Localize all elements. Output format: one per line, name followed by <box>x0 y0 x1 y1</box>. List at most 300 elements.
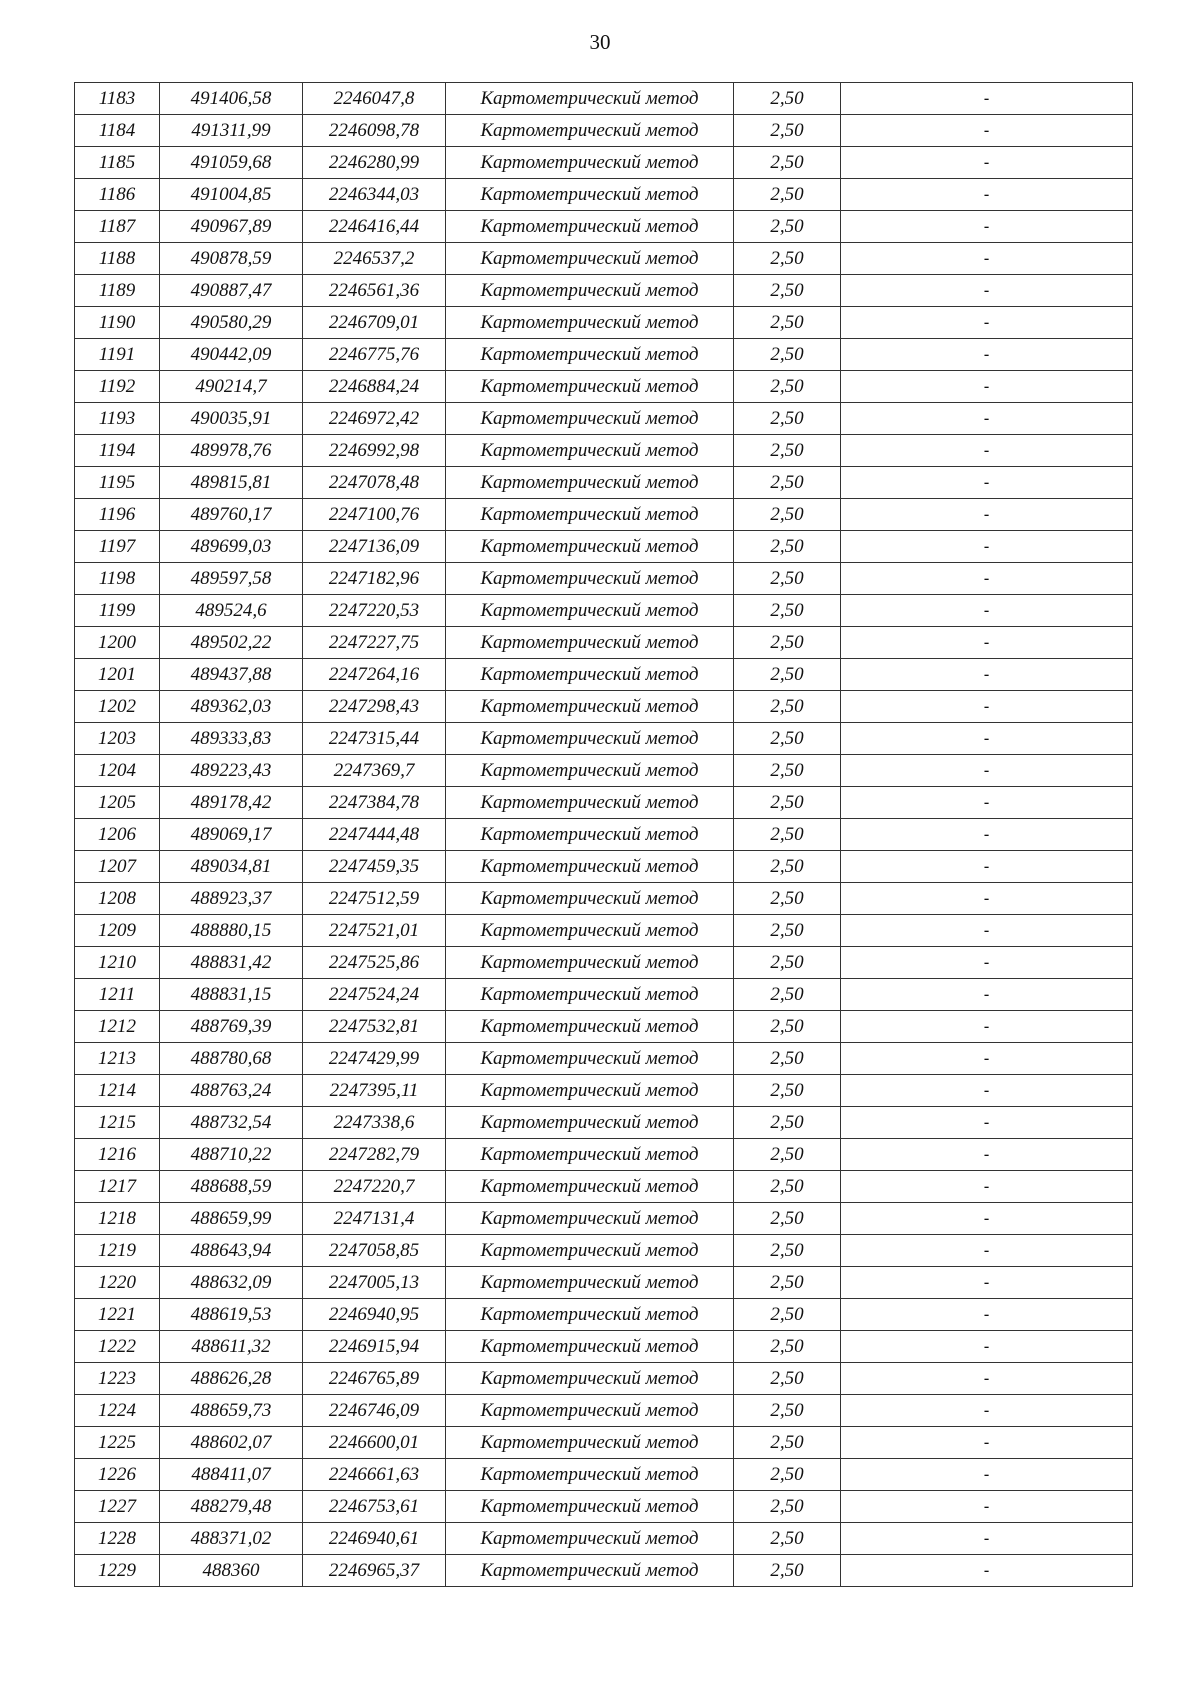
method-cell: Картометрический метод <box>446 147 734 179</box>
table-row <box>75 1011 1133 1043</box>
y-coordinate-cell: 2247100,76 <box>303 499 446 531</box>
point-number-cell: 1193 <box>75 403 160 435</box>
table-row <box>75 1491 1133 1523</box>
description-cell: - <box>841 1459 1133 1491</box>
description-cell: - <box>841 531 1133 563</box>
table-row <box>75 1203 1133 1235</box>
table-row <box>75 1363 1133 1395</box>
method-cell: Картометрический метод <box>446 947 734 979</box>
description-cell: - <box>841 115 1133 147</box>
method-cell: Картометрический метод <box>446 1011 734 1043</box>
x-coordinate-cell: 488643,94 <box>160 1235 303 1267</box>
y-coordinate-cell: 2246561,36 <box>303 275 446 307</box>
y-coordinate-cell: 2247521,01 <box>303 915 446 947</box>
method-cell: Картометрический метод <box>446 563 734 595</box>
x-coordinate-cell: 489178,42 <box>160 787 303 819</box>
method-cell: Картометрический метод <box>446 1491 734 1523</box>
table-row <box>75 1075 1133 1107</box>
y-coordinate-cell: 2246765,89 <box>303 1363 446 1395</box>
x-coordinate-cell: 488688,59 <box>160 1171 303 1203</box>
x-coordinate-cell: 491311,99 <box>160 115 303 147</box>
point-number-cell: 1187 <box>75 211 160 243</box>
method-cell: Картометрический метод <box>446 979 734 1011</box>
description-cell: - <box>841 691 1133 723</box>
point-number-cell: 1221 <box>75 1299 160 1331</box>
point-number-cell: 1198 <box>75 563 160 595</box>
point-number-cell: 1206 <box>75 819 160 851</box>
y-coordinate-cell: 2246098,78 <box>303 115 446 147</box>
point-number-cell: 1215 <box>75 1107 160 1139</box>
description-cell: - <box>841 883 1133 915</box>
method-cell: Картометрический метод <box>446 851 734 883</box>
method-cell: Картометрический метод <box>446 403 734 435</box>
y-coordinate-cell: 2247005,13 <box>303 1267 446 1299</box>
point-number-cell: 1183 <box>75 83 160 115</box>
description-cell: - <box>841 1491 1133 1523</box>
point-number-cell: 1185 <box>75 147 160 179</box>
accuracy-cell: 2,50 <box>734 1459 841 1491</box>
accuracy-cell: 2,50 <box>734 371 841 403</box>
description-cell: - <box>841 1299 1133 1331</box>
accuracy-cell: 2,50 <box>734 851 841 883</box>
method-cell: Картометрический метод <box>446 499 734 531</box>
method-cell: Картометрический метод <box>446 211 734 243</box>
description-cell: - <box>841 595 1133 627</box>
accuracy-cell: 2,50 <box>734 627 841 659</box>
method-cell: Картометрический метод <box>446 1107 734 1139</box>
y-coordinate-cell: 2247058,85 <box>303 1235 446 1267</box>
x-coordinate-cell: 488371,02 <box>160 1523 303 1555</box>
y-coordinate-cell: 2247384,78 <box>303 787 446 819</box>
point-number-cell: 1196 <box>75 499 160 531</box>
description-cell: - <box>841 851 1133 883</box>
accuracy-cell: 2,50 <box>734 1107 841 1139</box>
x-coordinate-cell: 489699,03 <box>160 531 303 563</box>
point-number-cell: 1210 <box>75 947 160 979</box>
point-number-cell: 1189 <box>75 275 160 307</box>
description-cell: - <box>841 915 1133 947</box>
accuracy-cell: 2,50 <box>734 307 841 339</box>
description-cell: - <box>841 723 1133 755</box>
table-row <box>75 275 1133 307</box>
description-cell: - <box>841 243 1133 275</box>
method-cell: Картометрический метод <box>446 915 734 947</box>
point-number-cell: 1201 <box>75 659 160 691</box>
x-coordinate-cell: 488769,39 <box>160 1011 303 1043</box>
y-coordinate-cell: 2246746,09 <box>303 1395 446 1427</box>
x-coordinate-cell: 490878,59 <box>160 243 303 275</box>
point-number-cell: 1224 <box>75 1395 160 1427</box>
point-number-cell: 1191 <box>75 339 160 371</box>
table-row <box>75 883 1133 915</box>
x-coordinate-cell: 488732,54 <box>160 1107 303 1139</box>
accuracy-cell: 2,50 <box>734 1491 841 1523</box>
point-number-cell: 1216 <box>75 1139 160 1171</box>
point-number-cell: 1212 <box>75 1011 160 1043</box>
x-coordinate-cell: 489978,76 <box>160 435 303 467</box>
accuracy-cell: 2,50 <box>734 787 841 819</box>
x-coordinate-cell: 489069,17 <box>160 819 303 851</box>
description-cell: - <box>841 307 1133 339</box>
x-coordinate-cell: 490967,89 <box>160 211 303 243</box>
x-coordinate-cell: 490580,29 <box>160 307 303 339</box>
accuracy-cell: 2,50 <box>734 115 841 147</box>
x-coordinate-cell: 488611,32 <box>160 1331 303 1363</box>
x-coordinate-cell: 488880,15 <box>160 915 303 947</box>
accuracy-cell: 2,50 <box>734 1011 841 1043</box>
accuracy-cell: 2,50 <box>734 179 841 211</box>
x-coordinate-cell: 488632,09 <box>160 1267 303 1299</box>
y-coordinate-cell: 2246709,01 <box>303 307 446 339</box>
description-cell: - <box>841 1331 1133 1363</box>
y-coordinate-cell: 2246992,98 <box>303 435 446 467</box>
accuracy-cell: 2,50 <box>734 595 841 627</box>
method-cell: Картометрический метод <box>446 1171 734 1203</box>
accuracy-cell: 2,50 <box>734 499 841 531</box>
description-cell: - <box>841 403 1133 435</box>
x-coordinate-cell: 488923,37 <box>160 883 303 915</box>
accuracy-cell: 2,50 <box>734 1043 841 1075</box>
x-coordinate-cell: 489333,83 <box>160 723 303 755</box>
y-coordinate-cell: 2247525,86 <box>303 947 446 979</box>
x-coordinate-cell: 488659,73 <box>160 1395 303 1427</box>
point-number-cell: 1213 <box>75 1043 160 1075</box>
table-row <box>75 1523 1133 1555</box>
x-coordinate-cell: 488659,99 <box>160 1203 303 1235</box>
table-row <box>75 659 1133 691</box>
point-number-cell: 1202 <box>75 691 160 723</box>
table-row <box>75 1171 1133 1203</box>
point-number-cell: 1211 <box>75 979 160 1011</box>
method-cell: Картометрический метод <box>446 1139 734 1171</box>
accuracy-cell: 2,50 <box>734 1523 841 1555</box>
x-coordinate-cell: 490035,91 <box>160 403 303 435</box>
accuracy-cell: 2,50 <box>734 1555 841 1587</box>
accuracy-cell: 2,50 <box>734 147 841 179</box>
method-cell: Картометрический метод <box>446 1331 734 1363</box>
description-cell: - <box>841 755 1133 787</box>
y-coordinate-cell: 2247131,4 <box>303 1203 446 1235</box>
description-cell: - <box>841 435 1133 467</box>
y-coordinate-cell: 2247459,35 <box>303 851 446 883</box>
accuracy-cell: 2,50 <box>734 1203 841 1235</box>
y-coordinate-cell: 2247078,48 <box>303 467 446 499</box>
accuracy-cell: 2,50 <box>734 947 841 979</box>
table-row <box>75 627 1133 659</box>
x-coordinate-cell: 488619,53 <box>160 1299 303 1331</box>
description-cell: - <box>841 1267 1133 1299</box>
x-coordinate-cell: 489223,43 <box>160 755 303 787</box>
method-cell: Картометрический метод <box>446 179 734 211</box>
method-cell: Картометрический метод <box>446 83 734 115</box>
y-coordinate-cell: 2246965,37 <box>303 1555 446 1587</box>
y-coordinate-cell: 2246940,61 <box>303 1523 446 1555</box>
method-cell: Картометрический метод <box>446 1523 734 1555</box>
method-cell: Картометрический метод <box>446 723 734 755</box>
accuracy-cell: 2,50 <box>734 435 841 467</box>
y-coordinate-cell: 2246280,99 <box>303 147 446 179</box>
y-coordinate-cell: 2247315,44 <box>303 723 446 755</box>
description-cell: - <box>841 1235 1133 1267</box>
x-coordinate-cell: 488763,24 <box>160 1075 303 1107</box>
accuracy-cell: 2,50 <box>734 819 841 851</box>
table-row <box>75 1555 1133 1587</box>
y-coordinate-cell: 2247369,7 <box>303 755 446 787</box>
table-row <box>75 755 1133 787</box>
table-row <box>75 467 1133 499</box>
y-coordinate-cell: 2247264,16 <box>303 659 446 691</box>
table-row <box>75 691 1133 723</box>
table-row <box>75 851 1133 883</box>
point-number-cell: 1209 <box>75 915 160 947</box>
accuracy-cell: 2,50 <box>734 883 841 915</box>
description-cell: - <box>841 819 1133 851</box>
y-coordinate-cell: 2246416,44 <box>303 211 446 243</box>
method-cell: Картометрический метод <box>446 755 734 787</box>
point-number-cell: 1184 <box>75 115 160 147</box>
table-row <box>75 979 1133 1011</box>
table-row <box>75 243 1133 275</box>
point-number-cell: 1195 <box>75 467 160 499</box>
description-cell: - <box>841 1427 1133 1459</box>
y-coordinate-cell: 2247524,24 <box>303 979 446 1011</box>
description-cell: - <box>841 1043 1133 1075</box>
point-number-cell: 1222 <box>75 1331 160 1363</box>
x-coordinate-cell: 488831,42 <box>160 947 303 979</box>
point-number-cell: 1204 <box>75 755 160 787</box>
method-cell: Картометрический метод <box>446 243 734 275</box>
y-coordinate-cell: 2246940,95 <box>303 1299 446 1331</box>
y-coordinate-cell: 2247220,53 <box>303 595 446 627</box>
method-cell: Картометрический метод <box>446 1427 734 1459</box>
coordinates-table-body <box>75 83 1133 1587</box>
accuracy-cell: 2,50 <box>734 1139 841 1171</box>
y-coordinate-cell: 2246915,94 <box>303 1331 446 1363</box>
accuracy-cell: 2,50 <box>734 563 841 595</box>
accuracy-cell: 2,50 <box>734 1427 841 1459</box>
x-coordinate-cell: 489034,81 <box>160 851 303 883</box>
y-coordinate-cell: 2247532,81 <box>303 1011 446 1043</box>
method-cell: Картометрический метод <box>446 883 734 915</box>
x-coordinate-cell: 490214,7 <box>160 371 303 403</box>
y-coordinate-cell: 2247220,7 <box>303 1171 446 1203</box>
point-number-cell: 1217 <box>75 1171 160 1203</box>
accuracy-cell: 2,50 <box>734 531 841 563</box>
x-coordinate-cell: 491004,85 <box>160 179 303 211</box>
y-coordinate-cell: 2247227,75 <box>303 627 446 659</box>
x-coordinate-cell: 489524,6 <box>160 595 303 627</box>
table-row <box>75 307 1133 339</box>
point-number-cell: 1219 <box>75 1235 160 1267</box>
y-coordinate-cell: 2247136,09 <box>303 531 446 563</box>
table-row <box>75 115 1133 147</box>
description-cell: - <box>841 499 1133 531</box>
x-coordinate-cell: 489437,88 <box>160 659 303 691</box>
method-cell: Картометрический метод <box>446 595 734 627</box>
accuracy-cell: 2,50 <box>734 1267 841 1299</box>
x-coordinate-cell: 488411,07 <box>160 1459 303 1491</box>
table-row <box>75 403 1133 435</box>
point-number-cell: 1192 <box>75 371 160 403</box>
method-cell: Картометрический метод <box>446 115 734 147</box>
y-coordinate-cell: 2247182,96 <box>303 563 446 595</box>
accuracy-cell: 2,50 <box>734 755 841 787</box>
table-row <box>75 1267 1133 1299</box>
point-number-cell: 1223 <box>75 1363 160 1395</box>
table-row <box>75 1427 1133 1459</box>
x-coordinate-cell: 490442,09 <box>160 339 303 371</box>
x-coordinate-cell: 491406,58 <box>160 83 303 115</box>
y-coordinate-cell: 2246753,61 <box>303 1491 446 1523</box>
description-cell: - <box>841 275 1133 307</box>
description-cell: - <box>841 787 1133 819</box>
accuracy-cell: 2,50 <box>734 1395 841 1427</box>
page-number: 30 <box>589 30 611 54</box>
method-cell: Картометрический метод <box>446 819 734 851</box>
y-coordinate-cell: 2247444,48 <box>303 819 446 851</box>
method-cell: Картометрический метод <box>446 1235 734 1267</box>
method-cell: Картометрический метод <box>446 307 734 339</box>
method-cell: Картометрический метод <box>446 467 734 499</box>
table-row <box>75 179 1133 211</box>
description-cell: - <box>841 179 1133 211</box>
accuracy-cell: 2,50 <box>734 691 841 723</box>
point-number-cell: 1214 <box>75 1075 160 1107</box>
description-cell: - <box>841 371 1133 403</box>
point-number-cell: 1199 <box>75 595 160 627</box>
accuracy-cell: 2,50 <box>734 467 841 499</box>
y-coordinate-cell: 2247298,43 <box>303 691 446 723</box>
point-number-cell: 1190 <box>75 307 160 339</box>
accuracy-cell: 2,50 <box>734 1299 841 1331</box>
accuracy-cell: 2,50 <box>734 979 841 1011</box>
table-row <box>75 1299 1133 1331</box>
x-coordinate-cell: 488710,22 <box>160 1139 303 1171</box>
accuracy-cell: 2,50 <box>734 83 841 115</box>
description-cell: - <box>841 1555 1133 1587</box>
accuracy-cell: 2,50 <box>734 1235 841 1267</box>
coordinates-table <box>74 82 1133 1587</box>
table-row <box>75 1459 1133 1491</box>
method-cell: Картометрический метод <box>446 1299 734 1331</box>
accuracy-cell: 2,50 <box>734 1331 841 1363</box>
x-coordinate-cell: 488831,15 <box>160 979 303 1011</box>
y-coordinate-cell: 2246344,03 <box>303 179 446 211</box>
description-cell: - <box>841 1107 1133 1139</box>
x-coordinate-cell: 488279,48 <box>160 1491 303 1523</box>
description-cell: - <box>841 1363 1133 1395</box>
point-number-cell: 1226 <box>75 1459 160 1491</box>
x-coordinate-cell: 488360 <box>160 1555 303 1587</box>
method-cell: Картометрический метод <box>446 691 734 723</box>
table-row <box>75 531 1133 563</box>
table-row <box>75 947 1133 979</box>
method-cell: Картометрический метод <box>446 1395 734 1427</box>
method-cell: Картометрический метод <box>446 1267 734 1299</box>
table-row <box>75 499 1133 531</box>
table-row <box>75 339 1133 371</box>
y-coordinate-cell: 2246884,24 <box>303 371 446 403</box>
point-number-cell: 1225 <box>75 1427 160 1459</box>
method-cell: Картометрический метод <box>446 1555 734 1587</box>
x-coordinate-cell: 488626,28 <box>160 1363 303 1395</box>
method-cell: Картометрический метод <box>446 627 734 659</box>
y-coordinate-cell: 2246600,01 <box>303 1427 446 1459</box>
method-cell: Картометрический метод <box>446 1363 734 1395</box>
point-number-cell: 1227 <box>75 1491 160 1523</box>
table-row <box>75 147 1133 179</box>
accuracy-cell: 2,50 <box>734 211 841 243</box>
accuracy-cell: 2,50 <box>734 723 841 755</box>
description-cell: - <box>841 1395 1133 1427</box>
table-row <box>75 595 1133 627</box>
accuracy-cell: 2,50 <box>734 659 841 691</box>
description-cell: - <box>841 1139 1133 1171</box>
table-row <box>75 435 1133 467</box>
point-number-cell: 1228 <box>75 1523 160 1555</box>
y-coordinate-cell: 2247282,79 <box>303 1139 446 1171</box>
point-number-cell: 1220 <box>75 1267 160 1299</box>
description-cell: - <box>841 659 1133 691</box>
method-cell: Картометрический метод <box>446 659 734 691</box>
description-cell: - <box>841 979 1133 1011</box>
point-number-cell: 1208 <box>75 883 160 915</box>
x-coordinate-cell: 489362,03 <box>160 691 303 723</box>
description-cell: - <box>841 1011 1133 1043</box>
point-number-cell: 1186 <box>75 179 160 211</box>
point-number-cell: 1218 <box>75 1203 160 1235</box>
table-row <box>75 1043 1133 1075</box>
method-cell: Картометрический метод <box>446 435 734 467</box>
y-coordinate-cell: 2246047,8 <box>303 83 446 115</box>
x-coordinate-cell: 488780,68 <box>160 1043 303 1075</box>
table-row <box>75 787 1133 819</box>
accuracy-cell: 2,50 <box>734 243 841 275</box>
table-row <box>75 915 1133 947</box>
table-row <box>75 1331 1133 1363</box>
accuracy-cell: 2,50 <box>734 1171 841 1203</box>
y-coordinate-cell: 2247338,6 <box>303 1107 446 1139</box>
point-number-cell: 1229 <box>75 1555 160 1587</box>
accuracy-cell: 2,50 <box>734 1075 841 1107</box>
table-row <box>75 83 1133 115</box>
description-cell: - <box>841 339 1133 371</box>
y-coordinate-cell: 2246537,2 <box>303 243 446 275</box>
method-cell: Картометрический метод <box>446 531 734 563</box>
accuracy-cell: 2,50 <box>734 1363 841 1395</box>
point-number-cell: 1188 <box>75 243 160 275</box>
y-coordinate-cell: 2246775,76 <box>303 339 446 371</box>
table-row <box>75 1235 1133 1267</box>
point-number-cell: 1200 <box>75 627 160 659</box>
x-coordinate-cell: 489597,58 <box>160 563 303 595</box>
table-row <box>75 563 1133 595</box>
method-cell: Картометрический метод <box>446 371 734 403</box>
table-row <box>75 1107 1133 1139</box>
y-coordinate-cell: 2247512,59 <box>303 883 446 915</box>
description-cell: - <box>841 1171 1133 1203</box>
method-cell: Картометрический метод <box>446 275 734 307</box>
method-cell: Картометрический метод <box>446 339 734 371</box>
description-cell: - <box>841 1203 1133 1235</box>
x-coordinate-cell: 489815,81 <box>160 467 303 499</box>
accuracy-cell: 2,50 <box>734 915 841 947</box>
point-number-cell: 1203 <box>75 723 160 755</box>
point-number-cell: 1205 <box>75 787 160 819</box>
accuracy-cell: 2,50 <box>734 403 841 435</box>
description-cell: - <box>841 1075 1133 1107</box>
table-row <box>75 1395 1133 1427</box>
